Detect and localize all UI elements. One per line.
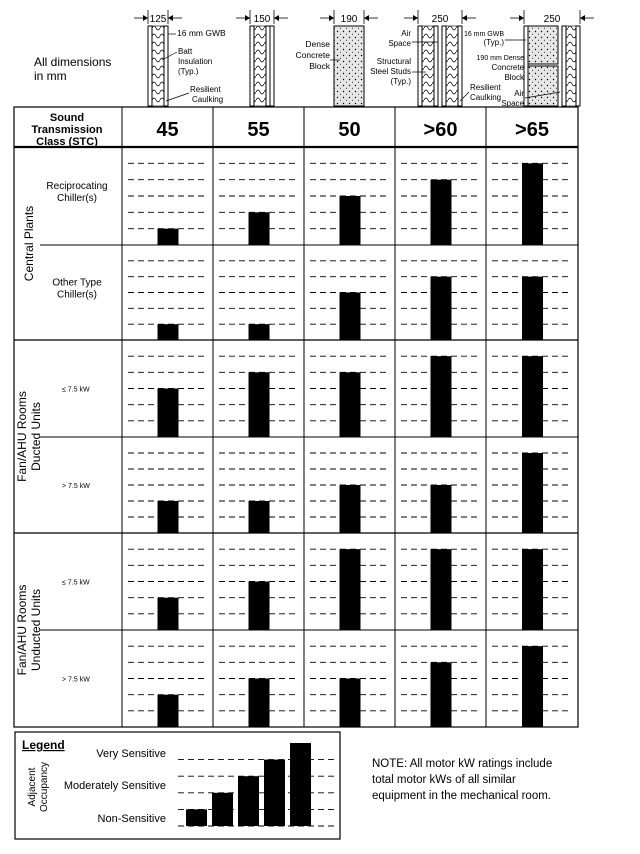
bar-mark: [340, 293, 361, 341]
row-label: > 7.5 kW: [62, 676, 90, 684]
bar-mark: [431, 662, 452, 727]
batt-insulation: [422, 26, 434, 106]
bar-mark: [431, 356, 452, 437]
stc-title-line: Transmission: [31, 124, 103, 136]
wall-label: Caulking: [192, 95, 224, 104]
note-line: total motor kWs of all similar: [372, 774, 516, 786]
dimension-label: 250: [431, 14, 449, 25]
batt-insulation: [152, 26, 164, 106]
wall-label: Space: [388, 39, 411, 48]
note-line: NOTE: All motor kW ratings include: [372, 758, 553, 770]
leader-line: [166, 93, 189, 101]
legend-level-label: Non-Sensitive: [97, 813, 166, 825]
stc-category-label: 45: [156, 119, 179, 141]
group-label: Central Plants: [22, 205, 36, 282]
all-dimensions-line: All dimensions: [34, 55, 112, 69]
note-line: equipment in the mechanical room.: [372, 790, 551, 802]
bar-mark: [522, 277, 543, 340]
wall-label: Air: [514, 89, 524, 98]
wall-label: (Typ.): [390, 77, 411, 86]
wall-label: 16 mm GWB: [177, 28, 226, 38]
gypsum-board: [164, 26, 168, 106]
gypsum-board: [458, 26, 462, 106]
stc-title-line: Sound: [49, 112, 85, 124]
bar-mark: [522, 356, 543, 437]
group-label: Fan/AHU Rooms: [15, 391, 29, 482]
gypsum-board: [418, 26, 422, 106]
gypsum-board: [270, 26, 274, 106]
row-label: Chiller(s): [57, 193, 97, 204]
wall-label: 190 mm Dense: [476, 55, 524, 62]
wall-label: Resilient: [190, 85, 221, 94]
bar-mark: [431, 277, 452, 340]
row-label: > 7.5 kW: [62, 483, 90, 490]
bar-mark: [158, 389, 179, 438]
wall-label: Block: [309, 61, 330, 71]
wall-label: (Typ.): [483, 38, 504, 47]
legend-bar: [186, 809, 207, 826]
wall-label: Batt: [178, 47, 193, 56]
bar-mark: [249, 372, 270, 437]
bar-mark: [158, 229, 179, 245]
gypsum-board: [524, 26, 528, 106]
row-label: ≤ 7.5 kW: [62, 386, 90, 394]
legend-level-label: Very Sensitive: [96, 748, 166, 760]
dimension-label: 250: [543, 14, 561, 25]
bar-mark: [522, 453, 543, 533]
bar-mark: [431, 485, 452, 533]
gypsum-board: [562, 26, 566, 106]
row-label: Chiller(s): [57, 289, 97, 301]
bar-mark: [340, 196, 361, 245]
bar-mark: [158, 324, 179, 340]
bar-mark: [340, 549, 361, 630]
bar-mark: [522, 163, 543, 245]
bar-mark: [158, 695, 179, 727]
bar-mark: [522, 646, 543, 727]
batt-insulation: [566, 26, 576, 106]
bar-mark: [249, 324, 270, 340]
gypsum-board: [250, 26, 254, 106]
stc-category-label: 50: [338, 119, 361, 141]
wall-label: Structural: [376, 57, 411, 66]
stc-category-label: >60: [423, 119, 458, 141]
legend-bar: [212, 793, 233, 826]
group-label: Fan/AHU Rooms: [15, 584, 29, 676]
legend-level-label: Moderately Sensitive: [63, 780, 166, 792]
stc-category-label: >65: [515, 119, 549, 141]
all-dimensions-line: in mm: [34, 69, 67, 83]
row-label: ≤ 7.5 kW: [62, 579, 90, 587]
group-label: Ducted Units: [29, 402, 43, 471]
legend-bar: [290, 743, 311, 826]
legend-axis-label: Adjacent: [27, 767, 38, 807]
bar-mark: [340, 679, 361, 728]
bar-mark: [249, 212, 270, 245]
bar-mark: [431, 180, 452, 245]
legend-bar: [238, 776, 259, 826]
wall-label: Block: [504, 73, 524, 82]
bar-mark: [158, 501, 179, 533]
wall-label: Steel Studs: [370, 67, 411, 76]
gypsum-board: [266, 26, 270, 106]
stc-title-line: Class (STC): [36, 136, 98, 148]
group-label: Unducted Units: [29, 588, 43, 672]
row-label: Other Type: [52, 277, 102, 289]
batt-insulation: [446, 26, 458, 106]
gypsum-board: [434, 26, 438, 106]
wall-label: Concrete: [295, 50, 330, 60]
stc-category-label: 55: [247, 119, 270, 141]
table-frame: [14, 107, 578, 727]
wall-label: Space: [501, 99, 524, 108]
legend-bar: [264, 760, 285, 826]
bar-mark: [249, 679, 270, 728]
concrete-texture: [334, 26, 364, 106]
legend-axis-label: Occupancy: [39, 761, 50, 813]
dimension-label: 190: [340, 14, 358, 25]
concrete-texture: [528, 66, 558, 106]
legend-title: Legend: [22, 738, 65, 752]
bar-mark: [249, 501, 270, 533]
gypsum-board: [442, 26, 446, 106]
wall-label: 16 mm GWB: [463, 31, 504, 38]
bar-mark: [340, 372, 361, 437]
bar-mark: [522, 549, 543, 630]
wall-label: Air: [401, 29, 411, 38]
gypsum-board: [576, 26, 580, 106]
wall-label: Dense: [305, 39, 330, 49]
dimension-label: 150: [253, 14, 271, 25]
wall-label: Resilient: [470, 83, 501, 92]
concrete-texture: [528, 26, 558, 64]
dimension-label: 125: [149, 14, 167, 25]
batt-insulation: [254, 26, 266, 106]
bar-mark: [249, 582, 270, 631]
wall-label: Concrete: [491, 63, 524, 72]
row-label: Reciprocating: [46, 181, 108, 192]
bar-mark: [340, 485, 361, 533]
wall-label: Insulation: [178, 57, 213, 66]
gypsum-board: [148, 26, 152, 106]
bar-mark: [158, 598, 179, 630]
wall-label: Caulking: [470, 93, 502, 102]
bar-mark: [431, 549, 452, 630]
wall-label: (Typ.): [178, 67, 199, 76]
